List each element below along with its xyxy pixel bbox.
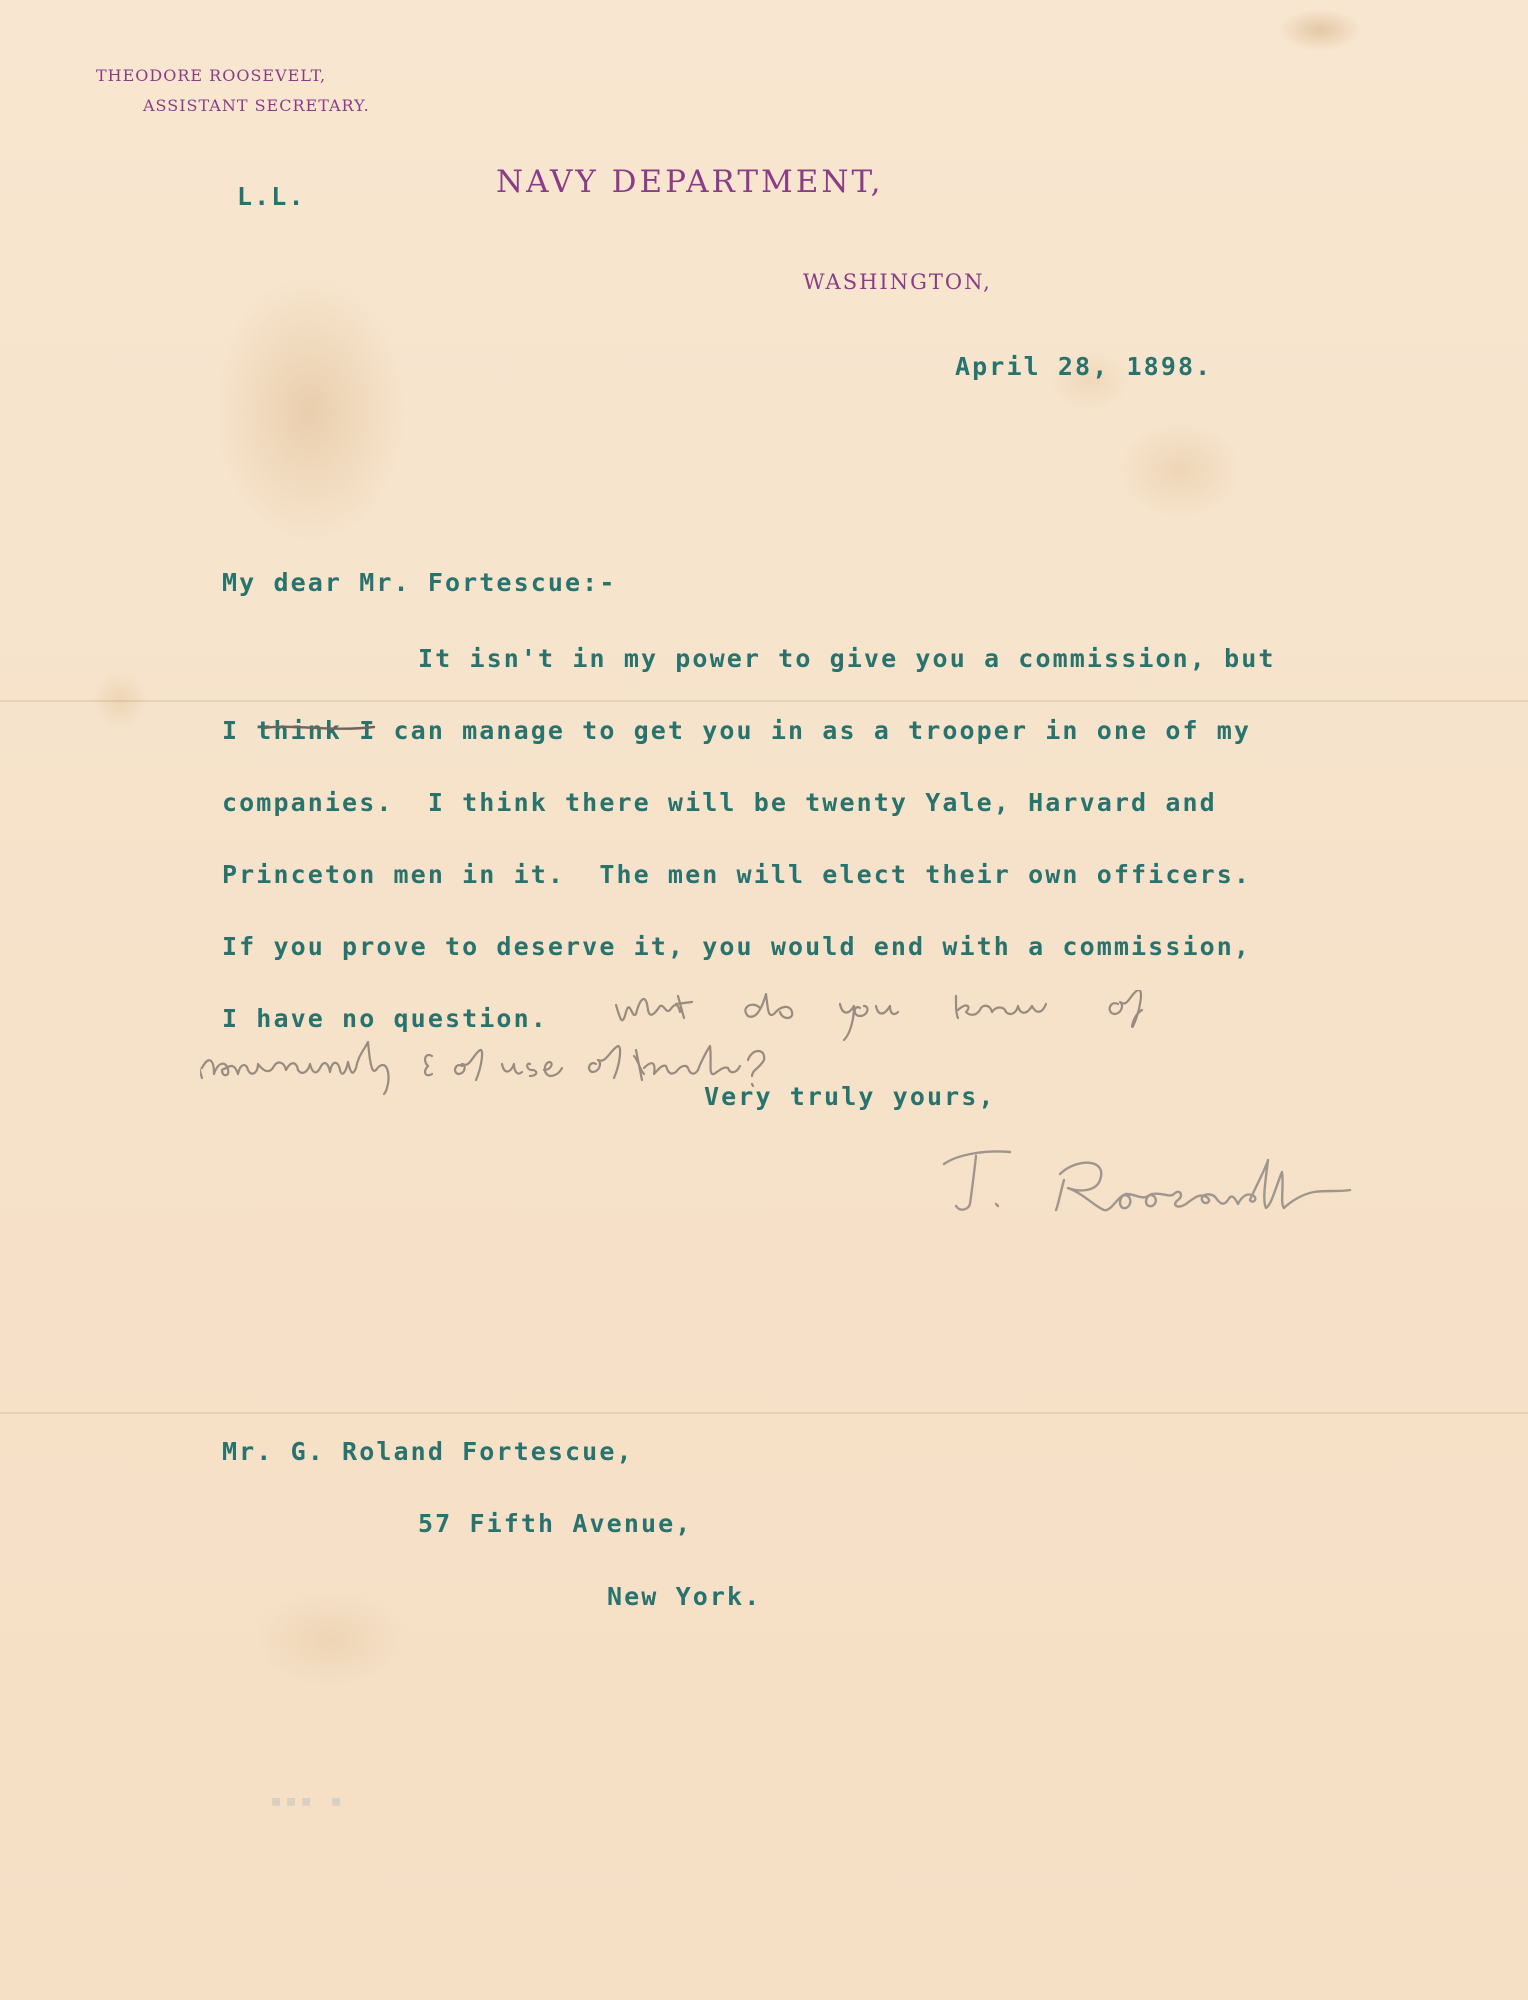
body-line: Princeton men in it. The men will elect their own officers. — [222, 860, 1252, 889]
letterhead-city: WASHINGTON, — [803, 270, 992, 294]
fold-crease-top — [0, 700, 1528, 702]
body-line: It isn't in my power to give you a commission, but — [418, 644, 1276, 673]
reference-initials: L.L. — [237, 182, 306, 211]
closing: Very truly yours, — [704, 1082, 996, 1111]
letterhead-name: THEODORE ROOSEVELT, — [96, 66, 327, 85]
recipient-city: New York. — [607, 1582, 762, 1611]
body-line: companies. I think there will be twenty Yale, Harvard and — [222, 788, 1217, 817]
salutation: My dear Mr. Fortescue:- — [222, 568, 617, 597]
letter-date: April 28, 1898. — [955, 352, 1213, 381]
recipient-street: 57 Fifth Avenue, — [418, 1509, 693, 1538]
letterhead-title: ASSISTANT SECRETARY. — [143, 96, 370, 115]
body-line: If you prove to deserve it, you would end with a commission, — [222, 932, 1252, 961]
fold-crease-bottom — [0, 1412, 1528, 1414]
signature-drawing — [930, 1130, 1490, 1230]
letterhead-department: NAVY DEPARTMENT, — [496, 164, 884, 200]
body-line: I think I can manage to get you in as a trooper in one of my — [222, 716, 1252, 745]
handwritten-underline — [262, 720, 377, 734]
signature — [930, 1130, 1490, 1230]
recipient-name: Mr. G. Roland Fortescue, — [222, 1437, 634, 1466]
faint-offset-mark: ▪▪▪ ▪ — [270, 1788, 346, 1812]
body-line: I have no question. — [222, 1004, 548, 1033]
